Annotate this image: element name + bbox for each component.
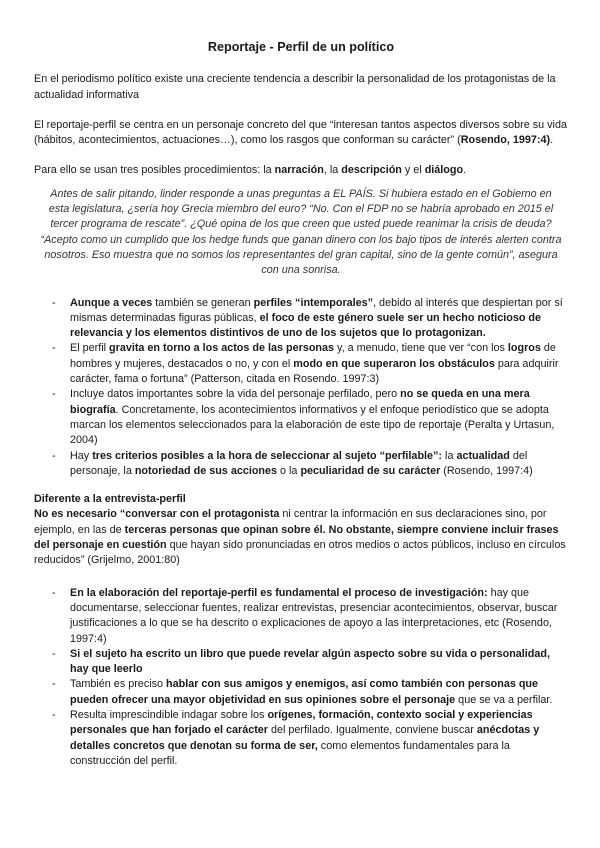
characteristics-list — [34, 296, 568, 480]
document-title: Reportaje - Perfil de un político — [207, 40, 395, 54]
document-page — [34, 40, 568, 769]
investigation-list — [34, 586, 568, 770]
list-item: - Si el sujeto ha escrito un libro que puede revelar algún aspecto sobre su vida o personalidad, hay que leerlo — [52, 647, 550, 676]
intro-paragraph: En el periodismo político existe una creciente tendencia a describir la personalidad de los protagonistas de la actualidad informativa — [34, 73, 556, 101]
section-paragraph: No es necesario “conversar con el protagonista ni centrar la información en sus declaraciones sino, por ejemplo, en las de terceras personas que opinan sobre él. No obstante, siempre conviene incluir frases del personaje en cuestión que hayan sido pronunciadas en otros medios o actos públicos, incluso en círculos reducidos” (Grijelmo, 2001:80) — [34, 508, 566, 567]
example-quote: Antes de salir pitando, linder responde a unas preguntas a EL PAÍS. Si hubiera estado en el Gobierno en esta legislatura, ¿sería hoy Grecia miembro del euro? “No. Con el FDP no se habría aprobado en 2015 el tercer programa de rescate”. ¿Qué opina de los que creen que usted puede reanimar la crisis de deuda? “Acepto como un cumplido que los hedge funds que ganan dinero con los bajo tipos de interés alerten contra nosotros. Eso muestra que no somos los representantes del gran capital, sino de la gente común”, asegura con una sonrisa. — [40, 187, 562, 277]
list-item: - Aunque a veces también se generan perfiles “intemporales”, debido al interés que despiertan por sí mismas determinadas figuras públicas, el foco de este género suele ser un hecho noticioso de relevancia y los elementos distintivos de uno de los sujetos que lo protagonizan. — [52, 296, 563, 340]
list-item: - Resulta imprescindible indagar sobre los orígenes, formación, contexto social y experiencias personales que han forjado el carácter del perfilado. Igualmente, conviene buscar anécdotas y detalles concretos que denotan su forma de ser, como elementos fundamentales para la construcción del perfil. — [52, 708, 540, 767]
list-item: - También es preciso hablar con sus amigos y enemigos, así como también con personas que pueden ofrecer una mayor objetividad en sus opiniones sobre el personaje que se va a perfilar. — [52, 678, 553, 706]
list-item: - Hay tres criterios posibles a la hora de seleccionar al sujeto “perfilable”: la actualidad del personaje, la notoriedad de sus acciones o la peculiaridad de su carácter (Rosendo, 1997:4) — [52, 449, 533, 477]
list-item: - Incluye datos importantes sobre la vida del personaje perfilado, pero no se queda en una mera biografía. Concretamente, los acontecimientos informativos y el enfoque periodístico que se adopta marcan los elementos seleccionados para la elaboración de este tipo de reportaje (Peralta y Urtasun, 2004) — [52, 388, 555, 447]
procedures-paragraph: Para ello se usan tres posibles procedimientos: la narración, la descripción y el diálogo. — [34, 164, 467, 177]
section-heading: Diferente a la entrevista-perfil — [34, 493, 186, 506]
list-item: - En la elaboración del reportaje-perfil es fundamental el proceso de investigación: hay que documentarse, seleccionar fuentes, realizar entrevistas, presenciar acontecimientos, observar, buscar justificaciones a lo que se ha descrito o explicaciones de apoyo a las interpretaciones, etc (Rosendo, 1997:4) — [52, 586, 558, 645]
definition-paragraph: El reportaje-perfil se centra en un personaje concreto del que “interesan tantos aspectos diversos sobre su vida (hábitos, acontecimientos, actuaciones…), como los rasgos que conforman su carácter” (Rosendo, 1997:4). — [34, 118, 567, 147]
list-item: - El perfil gravita en torno a los actos de las personas y, a menudo, tiene que ver “con los logros de hombres y mujeres, destacados o no, y con el modo en que superaron los obstáculos para adquirir carácter, fama o fortuna” (Patterson, citada en Rosendo. 1997:3) — [52, 342, 559, 386]
